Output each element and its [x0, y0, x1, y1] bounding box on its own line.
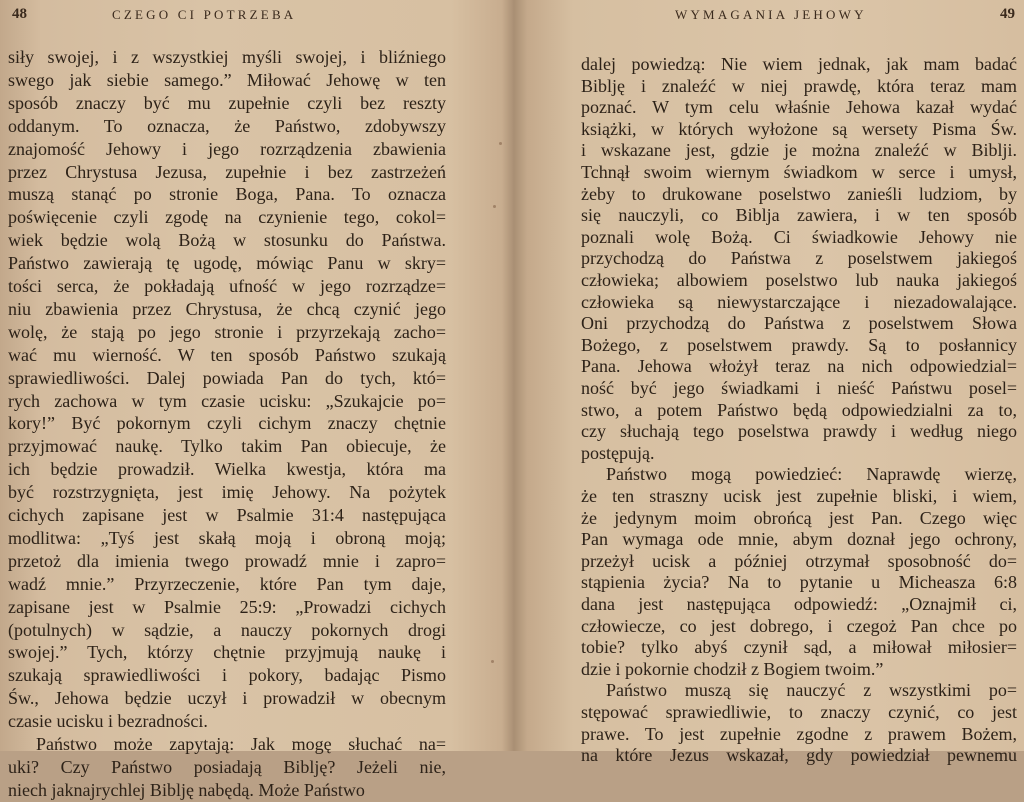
text-line: modlitwa: „Tyś jest skałą moją i obroną moją;: [8, 527, 446, 548]
text-line: poznali wolę Bożą. Ci świadkowie Jehowy nie: [581, 226, 1017, 247]
text-line: przez Chrystusa Jezusa, zupełnie i bez zastrzeżeń: [8, 161, 446, 182]
text-line: wiek będzie wolą Bożą w stosunku do Państwa.: [8, 230, 446, 251]
text-line: Pana. Jehowa włożył teraz na nich odpowiedzial=: [581, 356, 1017, 377]
text-line: ich będzie prowadził. Wielka kwestja, która ma: [8, 459, 446, 480]
text-line: być rozstrzygnięta, jest imię Jehowy. Na pożytek: [8, 482, 446, 503]
text-line: sposób znaczy być mu zupełnie czyli bez reszty: [8, 92, 446, 113]
text-line: przychodzą do Państwa z poselstwem jakiegoś: [581, 248, 1017, 269]
text-line: (potulnych) w sądzie, a nauczy pokornych drogi: [8, 619, 446, 640]
text-line: prawe. To jest zupełnie zgodne z prawem Bożem,: [581, 723, 1017, 744]
text-line: książki, w których wyłożone są wersety Pisma Św.: [581, 118, 1017, 139]
text-line: i wskazane jest, gdzie je można znaleźć w Biblji.: [581, 140, 1017, 161]
text-line: przyjmować naukę. Tylko takim Pan obiecuje, że: [8, 436, 446, 457]
paper-speck: [493, 205, 496, 208]
right-page-header: [512, 6, 1024, 26]
text-line: dana jest następująca odpowiedź: „Oznajmił ci,: [581, 594, 1017, 614]
text-line: Bożego, z poselstwem prawdy. Są to posłannicy: [581, 334, 1017, 355]
running-title: CZEGO CI POTRZEBA: [112, 7, 297, 22]
text-line: Państwo może zapytają: Jak mogę słuchać na=: [36, 734, 446, 754]
text-line: wadź mnie.” Przyrzeczenie, które Pan tym daje,: [8, 573, 446, 594]
text-line: Tchnął swoim wiernym świadkom w serce i umysł,: [581, 162, 1017, 182]
text-line: tości serca, że pokładają ufność w jego rozrządze=: [8, 276, 446, 296]
text-line: Oni przychodzą do Państwa z poselstwem Słowa: [581, 313, 1017, 334]
text-line: czy słuchają tego poselstwa prawdy i według niego: [581, 421, 1017, 442]
text-line: że ten straszny ucisk jest zupełnie bliski, i wiem,: [581, 486, 1017, 506]
text-line: przeżył ucisk a później otrzymał sposobność do=: [581, 550, 1017, 571]
text-line: znajomość Jehowy i jego rozrządzenia zbawienia: [8, 138, 446, 159]
text-line: wolę, że stają po jego stronie i przyrzekają zacho=: [8, 321, 446, 342]
text-line: się nauczyli, co Biblja zawiera, i w ten sposób: [581, 205, 1017, 226]
text-line: Św., Jehowa będzie uczył i prowadził w obecnym: [8, 688, 446, 709]
text-line: przetoż dla imienia twego prowadź mnie i zapro=: [8, 550, 446, 571]
text-line: tobie? tylko abyś czynił sąd, a miłował miłosier=: [581, 637, 1017, 658]
running-title: WYMAGANIA JEHOWY: [675, 7, 867, 22]
text-line: Biblję i znaleźć w niej prawdę, która teraz mam: [581, 75, 1017, 96]
text-line: Państwo muszą się nauczyć z wszystkimi po=: [606, 680, 1017, 701]
text-line: dzie i pokornie chodził z Bogiem twoim.”: [581, 658, 884, 679]
text-line: muszą stanąć po stronie Boga, Pana. To oznacza: [8, 184, 446, 205]
text-line: rych zachowa w tym czasie ucisku: „Szukajcie po=: [8, 390, 446, 411]
text-line: człowiecze, co jest dobrego, i czegoż Pan chce po: [581, 615, 1017, 636]
text-line: Pan wymaga ode mnie, abym doznał jego ochrony,: [581, 529, 1017, 550]
text-line: niech jaknajrychlej Biblję nabędą. Może Państwo: [8, 779, 365, 800]
paper-speck: [491, 660, 494, 663]
text-line: cichych zapisane jest w Psalmie 31:4 następująca: [8, 505, 446, 525]
text-line: postępują.: [581, 442, 655, 463]
text-line: stępować sprawiedliwie, to znaczy czynić, co jest: [581, 702, 1017, 722]
page-number: 48: [12, 6, 27, 22]
text-line: czasie ucisku i bezradności.: [8, 711, 208, 732]
left-page-header: [0, 6, 505, 26]
text-line: swego jak siebie samego.” Miłować Jehowę w ten: [8, 69, 446, 90]
text-line: człowieka są niewystarczające i niezadowalające.: [581, 291, 1017, 312]
text-line: na które Jezus wskazał, gdy powiedział pewnemu: [581, 745, 1017, 766]
text-line: stąpienia życia? Na to pytanie u Micheasza 6:8: [581, 572, 1017, 593]
text-line: poznać. W tym celu właśnie Jehowa kazał wydać: [581, 97, 1017, 118]
text-line: żeby to drukowane poselstwo zanieśli ludziom, by: [581, 183, 1017, 204]
page-number: 49: [1000, 6, 1015, 22]
text-line: zapisane jest w Psalmie 25:9: „Prowadzi cichych: [8, 596, 446, 617]
text-line: ność być jego świadkami i nieść Państwu posel=: [581, 378, 1017, 398]
text-line: stwo, a potem Państwo będą odpowiedzialni za to,: [581, 399, 1017, 420]
text-line: dalej powiedzą: Nie wiem jednak, jak mam badać: [581, 54, 1017, 74]
text-line: poświęcenie czyli zgodę na czynienie tego, cokol=: [8, 207, 446, 228]
text-line: Państwo mogą powiedzieć: Naprawdę wierzę,: [606, 464, 1017, 485]
paper-speck: [499, 142, 502, 145]
text-line: człowieka; albowiem poselstwo lub nauka jakiegoś: [581, 270, 1017, 290]
left-page: [0, 0, 505, 800]
text-line: szukają sprawiedliwości i pokory, badając Pismo: [8, 665, 446, 686]
text-line: sprawiedliwości. Dalej powiada Pan do tych, któ=: [8, 367, 446, 388]
text-line: Państwo zawierają tę ugodę, mówiąc Panu w skry=: [8, 253, 446, 274]
text-line: kory!” Być pokornym czyli cichym znaczy chętnie: [8, 413, 446, 434]
text-line: siły swojej, i z wszystkiej myśli swojej, i bliźniego: [8, 47, 446, 67]
text-line: że jedynym moim obrońcą jest Pan. Czego więc: [581, 507, 1017, 528]
text-line: oddanym. To oznacza, że Państwo, zdobywszy: [8, 115, 446, 136]
text-line: uki? Czy Państwo posiadają Biblję? Jeżeli nie,: [8, 756, 446, 777]
right-page: [512, 0, 1024, 766]
text-line: wać mu wierność. W ten sposób Państwo szukają: [8, 344, 446, 365]
text-line: niu zbawienia przez Chrystusa, że chcą czynić jego: [8, 298, 446, 319]
text-line: swojej.” Tych, którzy chętnie przyjmują naukę i: [8, 642, 446, 663]
